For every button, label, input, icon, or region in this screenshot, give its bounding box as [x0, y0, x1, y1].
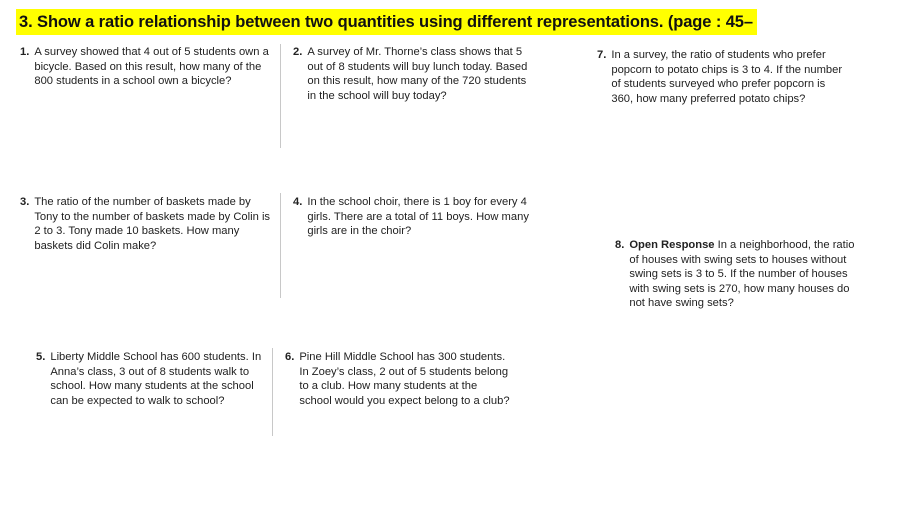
column-divider: [280, 193, 281, 298]
problem-4: [293, 195, 531, 239]
problem-3: [20, 195, 275, 253]
problem-5: [36, 350, 268, 408]
column-divider: [272, 348, 273, 436]
problem-text: Liberty Middle School has 600 students. In Anna’s class, 3 out of 8 students walk to school. How many students at the school can be expected to walk to school?: [50, 351, 262, 407]
problem-7: [597, 48, 847, 106]
problem-label: Open Response: [629, 239, 715, 251]
problem-number: 4.: [293, 196, 303, 208]
problem-number: 2.: [293, 46, 303, 58]
problem-8: [615, 238, 865, 311]
problem-number: 7.: [597, 49, 607, 61]
problem-text: Pine Hill Middle School has 300 students. In Zoey’s class, 2 out of 5 students belong to a club. How many students at the school would you expect belong to a club?: [299, 351, 510, 407]
problem-body: In a neighborhood, the ratio of houses with swing sets to houses without swing sets is 3 to 5. If the number of houses with swing sets is 270, how many houses do not have swing sets?: [629, 239, 855, 310]
problem-text: In the school choir, there is 1 boy for every 4 girls. There are a total of 11 boys. How many girls are in the choir?: [307, 196, 529, 238]
problem-text: [629, 238, 865, 311]
problem-2: [293, 45, 531, 103]
problem-1: [20, 45, 275, 89]
problem-6: [285, 350, 510, 408]
problem-text: In a survey, the ratio of students who prefer popcorn to potato chips is 3 to 4. If the number of students surveyed who prefer popcorn is 360, how many preferred potato chips?: [611, 49, 843, 105]
problem-text: A survey of Mr. Thorne’s class shows that 5 out of 8 students will buy lunch today. Based on this result, how many of the 720 students in the school will buy today?: [307, 46, 528, 102]
column-divider: [280, 44, 281, 148]
problem-number: 8.: [615, 239, 625, 251]
page-title: 3. Show a ratio relationship between two quantities using different representations. (page : 45–: [16, 9, 757, 35]
problem-number: 1.: [20, 46, 30, 58]
problem-number: 5.: [36, 351, 46, 363]
problem-text: The ratio of the number of baskets made by Tony to the number of baskets made by Colin is 2 to 3. Tony made 10 baskets. How many baskets did Colin make?: [34, 196, 271, 252]
problem-number: 3.: [20, 196, 30, 208]
problem-number: 6.: [285, 351, 295, 363]
problem-text: A survey showed that 4 out of 5 students own a bicycle. Based on this result, how many of the 800 students in a school own a bicycle?: [34, 46, 269, 88]
